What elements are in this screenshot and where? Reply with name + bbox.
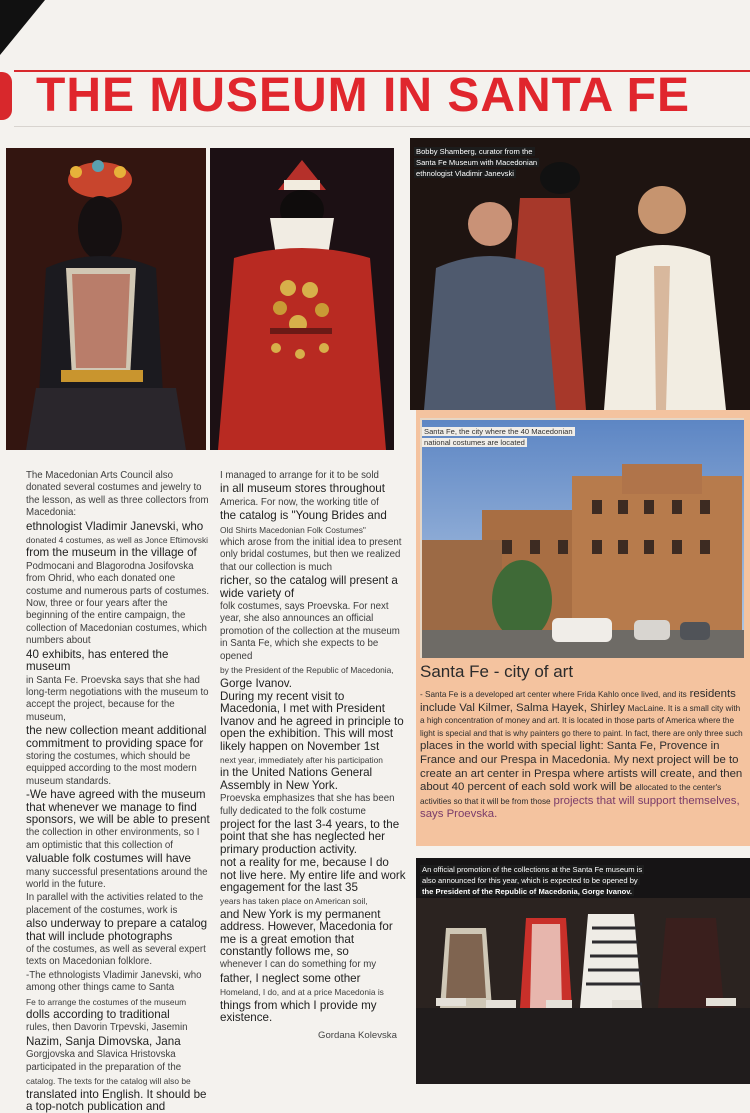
article-paragraph: folk costumes, says Proevska. For next year, she also announces an official promotion of the collection at the museum in Santa Fe, which she expects to be opened bbox=[220, 601, 406, 663]
article-paragraph: Proevska emphasizes that she has been fully dedicated to the folk costume bbox=[220, 793, 406, 818]
article-paragraph: During my recent visit to Macedonia, I met with President Ivanov and he agreed in principle to open the exhibition. This will most likely happen on November 1st bbox=[220, 691, 406, 753]
article-paragraph: by the President of the Republic of Macedonia, bbox=[220, 664, 406, 676]
section-tab bbox=[0, 72, 12, 120]
article-paragraph: dolls according to traditional bbox=[26, 1009, 210, 1021]
article-paragraph: Fe to arrange the costumes of the museum bbox=[26, 996, 210, 1008]
article-paragraph: Gorge Ivanov. bbox=[220, 678, 406, 690]
article-paragraph: whenever I can do something for my bbox=[220, 959, 406, 971]
article-paragraph: many successful presentations around the world in the future. bbox=[26, 867, 210, 892]
article-paragraph: next year, immediately after his participation bbox=[220, 754, 406, 766]
article-paragraph: also underway to prepare a catalog that will include photographs bbox=[26, 918, 210, 943]
article-paragraph: I managed to arrange for it to be sold bbox=[220, 470, 406, 482]
article-paragraph: in all museum stores throughout bbox=[220, 483, 406, 495]
article-paragraph: valuable folk costumes will have bbox=[26, 853, 210, 865]
article-paragraph: the new collection meant additional commitment to providing space for bbox=[26, 725, 210, 750]
article-paragraph: years has taken place on American soil, bbox=[220, 895, 406, 907]
article-paragraph: donated 4 costumes, as well as Jonce Eftimovski bbox=[26, 534, 210, 546]
santa-fe-caption: Santa Fe, the city where the 40 Macedonian national costumes are located bbox=[422, 426, 622, 448]
santa-fe-city-photo bbox=[422, 420, 744, 658]
box-title: Santa Fe - city of art bbox=[420, 661, 740, 683]
article-paragraph: of the costumes, as well as several expert texts on Macedonian folklore. bbox=[26, 944, 210, 969]
article-paragraph: not a reality for me, because I do not live here. My entire life and work engagement for the last 35 bbox=[220, 857, 406, 894]
article-paragraph: -We have agreed with the museum that whenever we manage to find sponsors, we will be able to present bbox=[26, 789, 210, 826]
page-title: THE MUSEUM IN SANTA FE bbox=[36, 66, 736, 126]
article-paragraph: storing the costumes, which should be equipped according to the most modern museum standards. bbox=[26, 751, 210, 788]
article-paragraph: Gorgjovska and Slavica Hristovska participated in the preparation of the bbox=[26, 1049, 210, 1074]
article-column-2 bbox=[220, 470, 406, 1024]
article-paragraph: Nazim, Sanja Dimovska, Jana bbox=[26, 1036, 210, 1048]
article-paragraph: in Santa Fe. Proevska says that she had long-term negotiations with the museum to accept the project, because for the museum, bbox=[26, 675, 210, 725]
exhibition-caption: An official promotion of the collections at the Santa Fe museum is also announced for this year, which is expected to be opened by the President of the Republic of Macedonia, Gorge Ivanov. bbox=[420, 864, 720, 897]
article-paragraph: translated into English. It should be a top-notch publication and bbox=[26, 1089, 210, 1113]
scan-corner bbox=[0, 0, 45, 55]
article-paragraph: America. For now, the working title of bbox=[220, 497, 406, 509]
article-paragraph: The Macedonian Arts Council also donated several costumes and jewelry to the lesson, as well as three collectors from Macedonia: bbox=[26, 470, 210, 520]
article-paragraph: project for the last 3-4 years, to the point that she has neglected her primary production activity. bbox=[220, 819, 406, 856]
article-paragraph: Podmocani and Blagorodna Josifovska from Ohrid, who each donated one costume and numerous parts of costumes. Now, three or four years after the beginning of the entire campaign, the collection of Macedonian costumes, which numbers about bbox=[26, 561, 210, 648]
article-column-1 bbox=[26, 470, 210, 1113]
article-paragraph: catalog. The texts for the catalog will also be bbox=[26, 1075, 210, 1087]
article-paragraph: the catalog is "Young Brides and bbox=[220, 510, 406, 522]
article-paragraph: which arose from the initial idea to present only bridal costumes, but then we realized that our collection is much bbox=[220, 537, 406, 574]
article-paragraph: things from which I provide my existence. bbox=[220, 1000, 406, 1025]
author-byline: Gordana Kolevska bbox=[318, 1030, 397, 1041]
curators-caption: Bobby Shamberg, curator from the Santa Fe Museum with Macedonian ethnologist Vladimir Janevski bbox=[414, 146, 594, 179]
article-paragraph: In parallel with the activities related to the placement of the costumes, work is bbox=[26, 892, 210, 917]
bridal-costume-photo bbox=[210, 148, 394, 450]
article-paragraph: and New York is my permanent address. However, Macedonia for me is a great emotion that constantly follows me, so bbox=[220, 909, 406, 959]
article-paragraph: Homeland, I do, and at a price Macedonia is bbox=[220, 986, 406, 998]
article-paragraph: richer, so the catalog will present a wide variety of bbox=[220, 575, 406, 600]
article-paragraph: father, I neglect some other bbox=[220, 973, 406, 985]
article-paragraph: from the museum in the village of bbox=[26, 547, 210, 559]
article-paragraph: the collection in other environments, so I am optimistic that this collection of bbox=[26, 827, 210, 852]
article-paragraph: in the United Nations General Assembly in New York. bbox=[220, 767, 406, 792]
article-paragraph: -The ethnologists Vladimir Janevski, who among other things came to Santa bbox=[26, 970, 210, 995]
article-paragraph: ethnologist Vladimir Janevski, who bbox=[26, 521, 210, 533]
folk-costume-photo bbox=[6, 148, 206, 450]
box-body: - Santa Fe is a developed art center where Frida Kahlo once lived, and its residents include Val Kilmer, Salma Hayek, Shirley MacLaine. It is a small city with a high concentration of money and art. It is located in those parts of America where the light is special and that is why painters go there to paint. In fact, there are only three such places in the world with special light: Santa Fe, Provence in France and our Prespa in Macedonia. My next project will be to create an art center in Prespa where artists will create, and then about 40 percent of each sold work will be allocated to the center's activities so that it will be from those projects that will support themselves, says Proevska. bbox=[420, 688, 746, 822]
article-paragraph: 40 exhibits, has entered the museum bbox=[26, 649, 210, 674]
article-paragraph: Old Shirts Macedonian Folk Costumes" bbox=[220, 524, 406, 536]
article-paragraph: rules, then Davorin Trpevski, Jasemin bbox=[26, 1022, 210, 1034]
